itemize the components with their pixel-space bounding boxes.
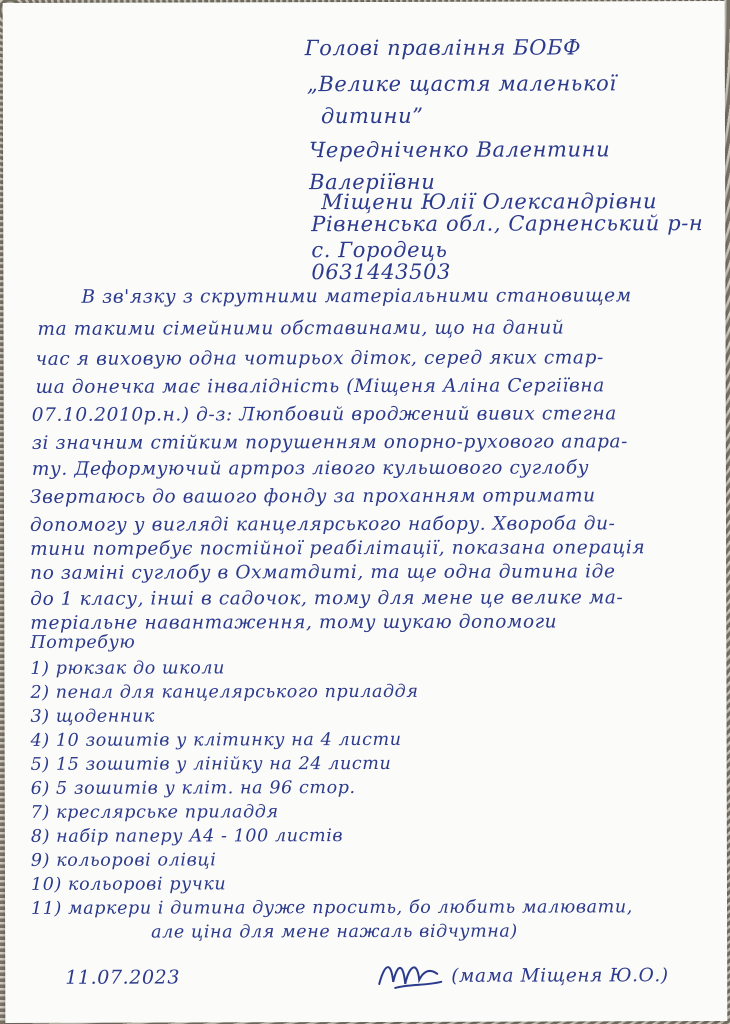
handwritten-signature: [375, 954, 445, 994]
needs-item-7: 7) креслярське приладдя: [30, 802, 279, 823]
needs-item-2: 2) пенал для канцелярського приладдя: [30, 681, 419, 703]
letter-date: 11.07.2023: [65, 966, 181, 989]
handwritten-letter-page: [3, 1, 728, 1023]
header-line-5: Валеріївни: [309, 169, 436, 195]
signature-caption: (мама Міщеня Ю.О.): [451, 965, 669, 987]
header-line-4: Чередніченко Валентини: [309, 137, 611, 163]
needs-item-10: 10) кольорові ручки: [30, 874, 227, 895]
body-line-4: ша донечка має інвалідність (Міщеня Аліна Сергіївна: [35, 375, 605, 398]
needs-item-9: 9) кольорові олівці: [30, 850, 217, 871]
body-line-2: та такими сімейними обставинами, що на даний: [37, 317, 565, 340]
body-line-3: час я виховую одна чотирьох діток, серед яких стар-: [35, 347, 604, 370]
header-line-7: Рівненська обл., Сарненський р-н: [311, 211, 704, 237]
needs-item-5: 5) 15 зошитів у лінійку на 24 листи: [30, 753, 392, 775]
needs-item-11-continued: але ціна для мене нажаль відчутна): [151, 921, 518, 943]
body-line-13: теріальне навантаження, тому шукаю допомоги: [30, 611, 558, 634]
header-line-3: дитини”: [320, 103, 424, 129]
header-line-2: „Велике щастя маленької: [306, 71, 617, 97]
needs-item-8: 8) набір паперу А4 - 100 листів: [30, 826, 344, 847]
header-line-1: Голові правління БОБФ: [304, 35, 582, 61]
header-line-9: 0631443503: [311, 259, 452, 285]
body-line-12: до 1 класу, інші в садочок, тому для мене це велике ма-: [30, 587, 624, 610]
needs-item-6: 6) 5 зошитів у кліт. на 96 стор.: [30, 778, 356, 799]
header-line-8: с. Городець: [311, 237, 448, 263]
needs-heading: Потребую: [30, 632, 136, 653]
needs-item-11: 11) маркери і дитина дуже просить, бо любить малювати,: [31, 897, 633, 919]
body-line-7: ту. Деформуючий артроз лівого кульшового суглобу: [31, 457, 590, 480]
body-line-9: допомогу у вигляді канцелярського набору. Хвороба ди-: [30, 513, 616, 536]
body-line-10: тини потребує постійної реабілітації, показана операція: [30, 537, 646, 560]
body-line-6: зі значним стійким порушенням опорно-рухового апара-: [31, 431, 629, 454]
needs-item-4: 4) 10 зошитів у клітинку на 4 листи: [30, 729, 402, 751]
body-line-11: по заміні суглобу в Охматдиті, та ще одна дитина іде: [30, 561, 616, 584]
body-line-1: В зв'язку з скрутними матеріальними становищем: [81, 285, 632, 308]
needs-item-3: 3) щоденник: [30, 706, 155, 727]
needs-item-1: 1) рюкзак до школи: [30, 658, 225, 679]
body-line-5: 07.10.2010р.н.) д-з: Люпбовий вроджений вивих стегна: [31, 403, 617, 426]
body-line-8: Звертаюсь до вашого фонду за проханням отримати: [29, 485, 596, 508]
header-line-6: Міщени Юлії Олександрівни: [321, 189, 658, 215]
